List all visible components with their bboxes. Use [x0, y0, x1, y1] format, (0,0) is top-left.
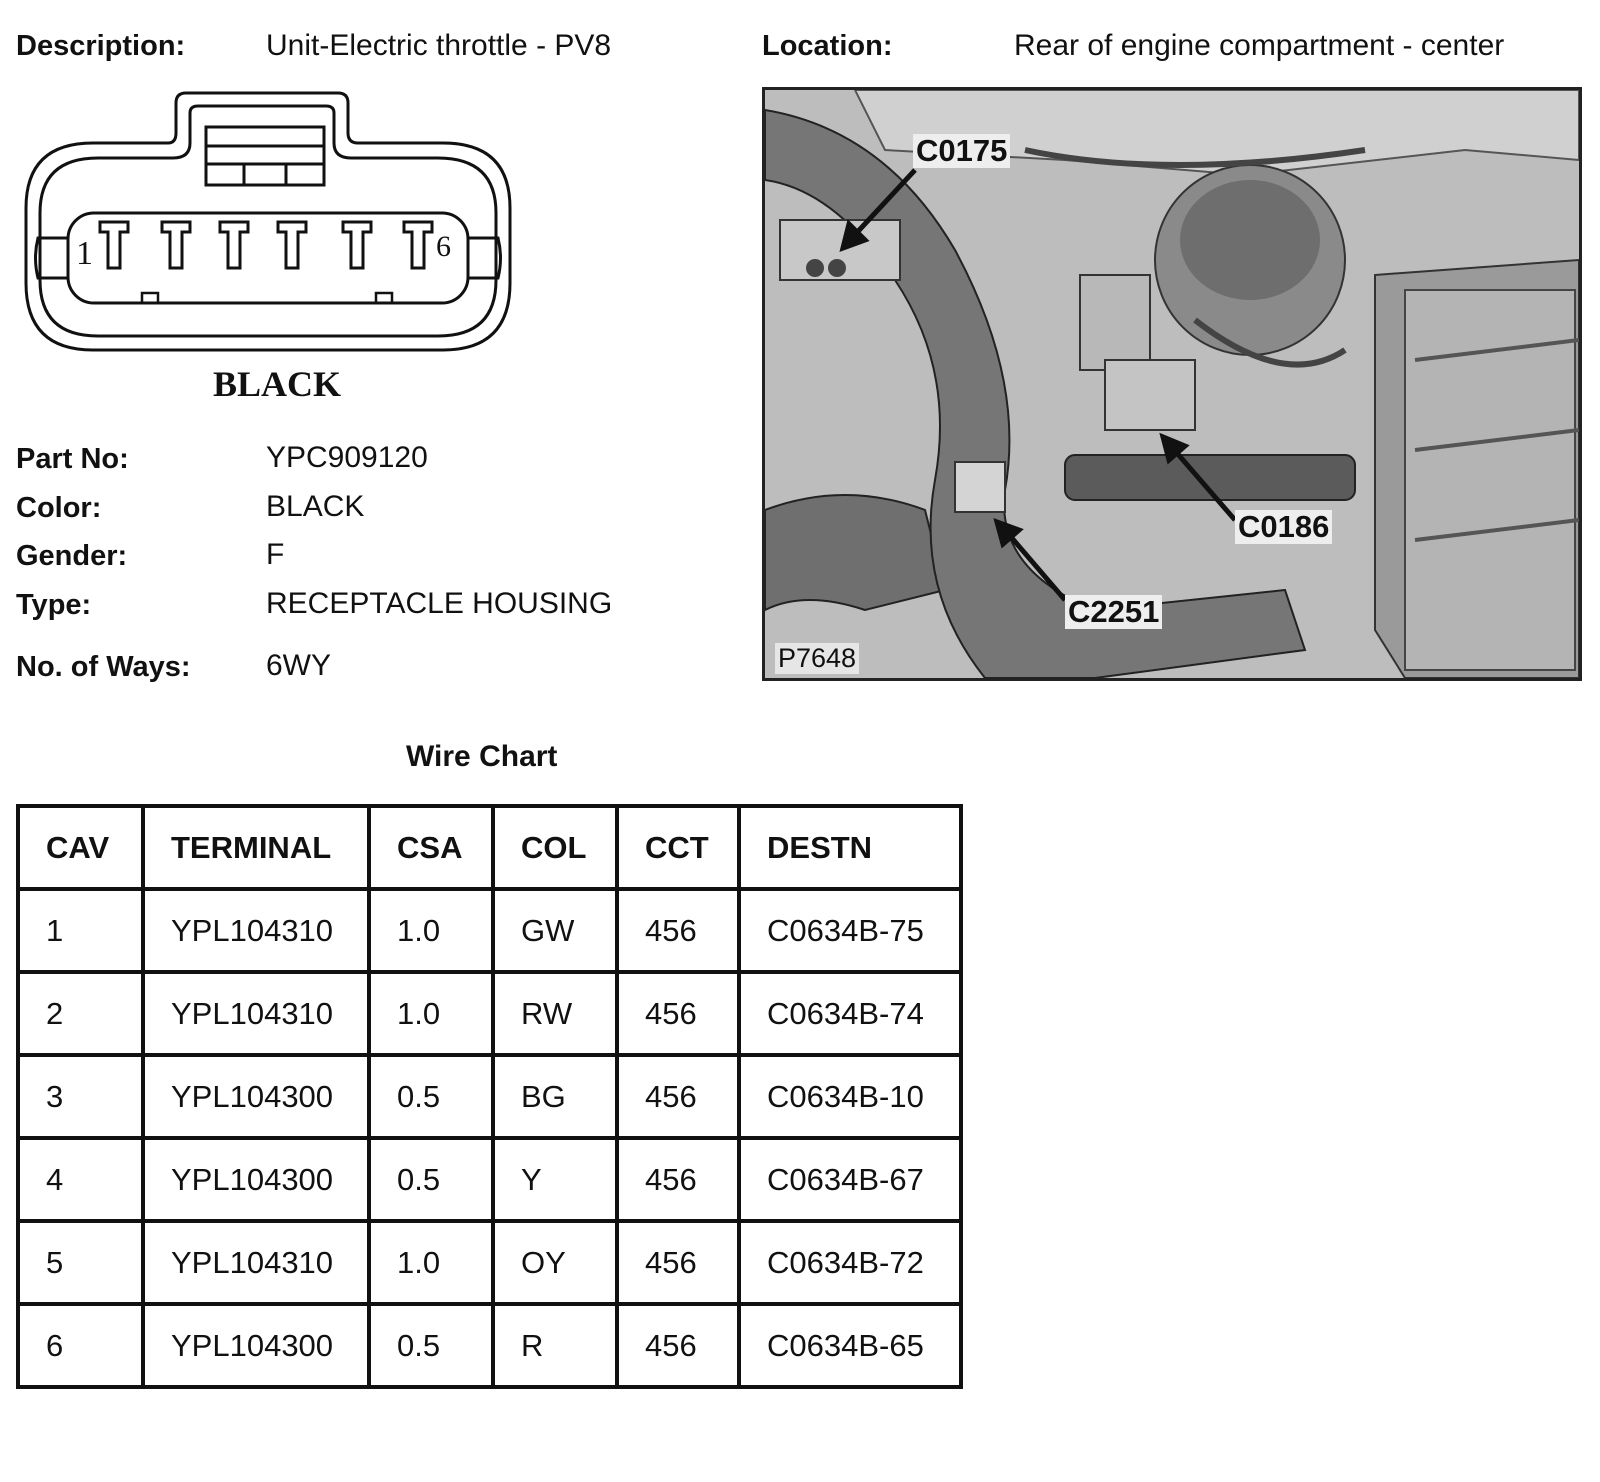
cell-csa: 1.0	[369, 972, 493, 1055]
cell-csa: 1.0	[369, 1221, 493, 1304]
cell-cct: 456	[617, 889, 739, 972]
cell-cav: 2	[18, 972, 143, 1055]
cell-csa: 1.0	[369, 889, 493, 972]
engine-bay-illustration	[765, 90, 1579, 678]
cell-cct: 456	[617, 972, 739, 1055]
connector-color-caption: BLACK	[213, 364, 342, 404]
column-header-cav: CAV	[18, 806, 143, 889]
connector-face-diagram	[18, 88, 528, 418]
cell-csa: 0.5	[369, 1304, 493, 1387]
cell-col: GW	[493, 889, 617, 972]
photo-reference-id: P7648	[775, 643, 859, 674]
cell-cct: 456	[617, 1138, 739, 1221]
cell-col: RW	[493, 972, 617, 1055]
table-row	[18, 889, 961, 972]
table-row	[18, 1221, 961, 1304]
cell-destn: C0634B-65	[739, 1304, 961, 1387]
cell-cct: 456	[617, 1304, 739, 1387]
description-value: Unit-Electric throttle - PV8	[266, 29, 612, 62]
cell-terminal: YPL104310	[143, 889, 369, 972]
description-label: Description:	[16, 30, 186, 62]
cell-destn: C0634B-10	[739, 1055, 961, 1138]
wire-chart-title: Wire Chart	[406, 740, 558, 773]
column-header-destn: DESTN	[739, 806, 961, 889]
pin-1-label: 1	[76, 235, 93, 272]
spec-label: Type:	[16, 589, 92, 621]
location-photo	[762, 87, 1582, 681]
cell-csa: 0.5	[369, 1055, 493, 1138]
callout-c0175: C0175	[913, 134, 1010, 168]
cell-cav: 4	[18, 1138, 143, 1221]
cell-csa: 0.5	[369, 1138, 493, 1221]
cell-col: BG	[493, 1055, 617, 1138]
location-label: Location:	[762, 30, 893, 62]
wire-chart-table	[16, 804, 963, 1389]
cell-destn: C0634B-72	[739, 1221, 961, 1304]
cell-terminal: YPL104310	[143, 1221, 369, 1304]
cell-destn: C0634B-74	[739, 972, 961, 1055]
cell-terminal: YPL104300	[143, 1138, 369, 1221]
spec-value: BLACK	[266, 490, 365, 523]
spec-value: YPC909120	[266, 441, 428, 474]
callout-c2251: C2251	[1065, 595, 1162, 629]
cell-terminal: YPL104310	[143, 972, 369, 1055]
cell-col: R	[493, 1304, 617, 1387]
cell-destn: C0634B-75	[739, 889, 961, 972]
location-value: Rear of engine compartment - center	[1014, 29, 1505, 62]
cell-cav: 3	[18, 1055, 143, 1138]
spec-value: 6WY	[266, 649, 332, 682]
cell-cav: 1	[18, 889, 143, 972]
pin-6-label: 6	[436, 230, 451, 263]
table-row	[18, 972, 961, 1055]
spec-value: F	[266, 538, 285, 571]
column-header-cct: CCT	[617, 806, 739, 889]
table-row	[18, 1304, 961, 1387]
cell-col: Y	[493, 1138, 617, 1221]
column-header-col: COL	[493, 806, 617, 889]
spec-label: No. of Ways:	[16, 651, 191, 683]
cell-cav: 6	[18, 1304, 143, 1387]
table-row	[18, 1055, 961, 1138]
cell-cav: 5	[18, 1221, 143, 1304]
table-row	[18, 1138, 961, 1221]
callout-c0186: C0186	[1235, 510, 1332, 544]
spec-label: Gender:	[16, 540, 128, 572]
cell-terminal: YPL104300	[143, 1304, 369, 1387]
cell-destn: C0634B-67	[739, 1138, 961, 1221]
spec-label: Part No:	[16, 443, 129, 475]
spec-value: RECEPTACLE HOUSING	[266, 587, 613, 620]
cell-col: OY	[493, 1221, 617, 1304]
spec-label: Color:	[16, 492, 102, 524]
cell-terminal: YPL104300	[143, 1055, 369, 1138]
column-header-csa: CSA	[369, 806, 493, 889]
cell-cct: 456	[617, 1221, 739, 1304]
table-header-row	[18, 806, 961, 889]
column-header-terminal: TERMINAL	[143, 806, 369, 889]
cell-cct: 456	[617, 1055, 739, 1138]
